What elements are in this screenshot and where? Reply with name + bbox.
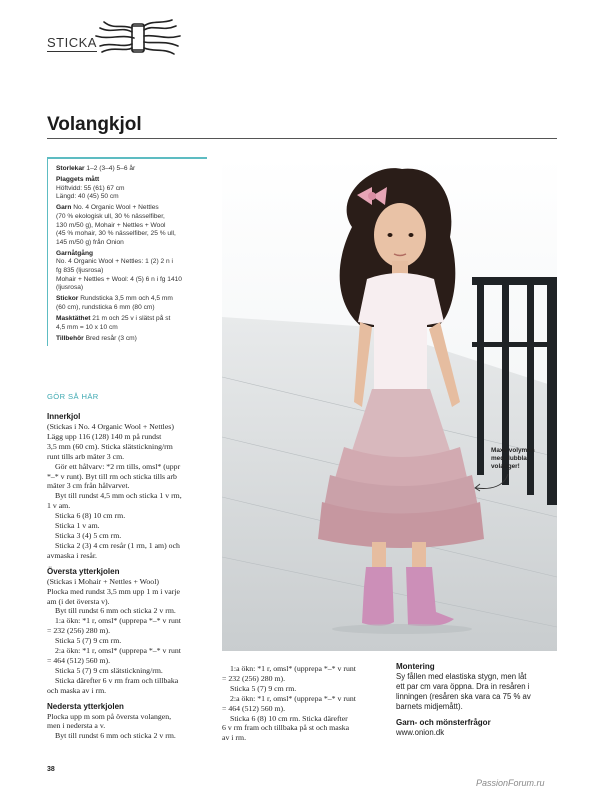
instruction-line: Sticka 3 (4) 5 cm rm. (55, 530, 122, 540)
page-title: Volangkjol (47, 114, 142, 135)
spec-value: Rundsticka 3,5 mm och 4,5 mm (78, 295, 173, 303)
instruction-line: Sticka 2 (3) 4 cm resår (1 rm, 1 am) och (55, 540, 180, 550)
instruction-line: Plocka upp m som på översta volangen, (47, 711, 172, 721)
spec-value: 130 m/50 g), Mohair + Nettles + Wool (56, 221, 166, 229)
montering-section (396, 662, 560, 738)
watermark: PassionForum.ru (476, 778, 545, 788)
instruction-line: avmaska i resår. (47, 550, 98, 560)
instruction-line: men i nedersta a v. (47, 721, 106, 731)
instruction-line: 1:a ökn: *1 r, omsl* (upprepa *–* v runt (55, 616, 181, 626)
instruction-line: 1:a ökn: *1 r, omsl* (upprepa *–* v runt (230, 664, 356, 673)
spec-label: Garn (56, 204, 72, 212)
instruction-line: 6 v rm fram och tillbaka på st och maska (222, 723, 350, 733)
instruction-line: Byt till rundst 6 mm och sticka 2 v rm. (55, 606, 176, 616)
instruction-line: Plocka med rundst 3,5 mm upp 1 m i varje (47, 586, 180, 596)
spec-label: Tillbehör (56, 334, 84, 342)
spec-value: (60 cm), rundsticka 6 mm (80 cm) (56, 303, 155, 311)
spec-value: Längd: 40 (45) 50 cm (56, 193, 119, 201)
instruction-line: = 464 (512) 560 m). (222, 703, 286, 713)
spec-value: 4,5 mm = 10 x 10 cm (56, 323, 118, 331)
subsection-heading: Innerkjol (47, 412, 81, 421)
source-url: www.onion.dk (396, 727, 445, 737)
subsection-heading: Översta ytterkjolen (47, 566, 120, 576)
spec-entry (56, 176, 207, 202)
instruction-line: (Stickas i Mohair + Nettles + Wool) (47, 576, 159, 586)
spec-value: No. 4 Organic Wool + Nettles: 1 (2) 2 n i (56, 258, 173, 266)
instruction-line: Sticka 5 (7) 9 cm rm. (230, 683, 297, 693)
instruction-line: Sticka 1 v am. (55, 521, 100, 531)
instruction-line: runt tills arb mäter 3 cm. (47, 451, 125, 461)
instruction-line: mäter 3 cm från hålvarvet. (47, 481, 130, 491)
page-number: 38 (47, 766, 55, 773)
spec-value: (45 % mohair, 30 % nässelfiber, 25 % ull, (56, 230, 176, 238)
instruction-line: Sticka 6 (8) 10 cm rm. Sticka därefter (230, 713, 348, 723)
instruction-line: Byt till rundst 4,5 mm och sticka 1 v rm, (55, 491, 182, 501)
source-heading: Garn- och mönsterfrågor (396, 717, 491, 727)
spec-box (47, 157, 207, 346)
spec-label: Storlekar (56, 165, 85, 172)
spec-value: fg 835 (ljusrosa) (56, 267, 104, 275)
spec-value: 1–2 (3–4) 5–6 år (84, 165, 136, 172)
instruction-line: am (i det översta v). (47, 596, 110, 606)
spec-value: Höftvidd: 55 (61) 67 cm (56, 184, 125, 192)
montering-line: barnets midjemått). (396, 701, 463, 711)
spec-entry (56, 295, 207, 312)
instruction-line: = 232 (256) 280 m). (47, 626, 111, 636)
instruction-line: 3,5 mm (60 cm). Sticka slätstickning/rm (47, 441, 173, 451)
instruction-line: Byt till rundst 6 mm och sticka 2 v rm. (55, 731, 176, 741)
photo-girl-in-ruffle-skirt (222, 157, 557, 651)
spec-value: (70 % ekologisk ull, 30 % nässelfiber, (56, 212, 165, 220)
instructions-column-1 (47, 412, 217, 741)
instruction-line: Sticka 5 (7) 9 cm slätstickning/rm. (55, 665, 163, 675)
spec-value: No. 4 Organic Wool + Nettles (71, 204, 159, 212)
section-label: STICKA (47, 35, 97, 50)
callout-arrow-icon (470, 470, 510, 494)
spec-entry (56, 335, 207, 344)
instruction-line: och maska av i rm. (47, 685, 107, 695)
spec-value: 21 m och 25 v i slätst på st (90, 315, 171, 322)
spec-entry (56, 204, 207, 247)
yarn-skein-icon (92, 16, 184, 58)
spec-entry (56, 315, 207, 332)
instruction-line: = 464 (512) 560 m). (47, 655, 111, 665)
instruction-line: Sticka därefter 6 v rm fram och tillbaka (55, 675, 179, 685)
instructions-heading: GÖR SÅ HÄR (47, 392, 99, 401)
instruction-line: Gör ett hålvarv: *2 rm tills, omsl* (uppr (55, 461, 181, 471)
instruction-line: av i rm. (222, 733, 247, 743)
instruction-line: = 232 (256) 280 m). (222, 673, 286, 683)
spec-label: Garnåtgång (56, 249, 94, 257)
spec-label: Masktäthet (56, 315, 91, 322)
instruction-line: 2:a ökn: *1 r, omsl* (upprepa *–* v runt (230, 693, 356, 703)
instruction-line: Sticka 6 (8) 10 cm rm. (55, 511, 126, 521)
montering-line: Sy fållen med elastiska stygn, men låt (396, 672, 527, 681)
callout-line: Maxa volymen (491, 447, 535, 454)
instruction-line: Lägg upp 116 (128) 140 m på rundst (47, 431, 162, 441)
instruction-line: *–* v runt). Byt till rm och sticka tills arb (47, 471, 177, 481)
header-rule (47, 51, 97, 52)
spec-entry (56, 250, 207, 293)
spec-value: (ljusrosa) (56, 284, 84, 292)
spec-value: Mohair + Nettles + Wool: 4 (5) 6 n i fg 1410 (56, 275, 182, 283)
spec-value: Bred resår (3 cm) (83, 334, 137, 342)
spec-value: 145 m/50 g) från Onion (56, 238, 124, 246)
spec-label: Stickor (56, 295, 79, 303)
montering-heading: Montering (396, 662, 435, 671)
montering-line: ett par cm vara öppna. Dra in resåren i (396, 681, 530, 691)
photo-callout (491, 447, 535, 471)
montering-line: linningen (resåren ska vara ca 75 % av (396, 691, 531, 701)
callout-line: med dubbla (491, 455, 527, 462)
callout-line: volanger! (491, 463, 520, 470)
instructions-column-2 (222, 664, 392, 743)
spec-label: Plaggets mått (56, 176, 100, 184)
title-rule (47, 138, 557, 139)
instruction-line: 1 v am. (47, 501, 71, 511)
subsection-heading: Nedersta ytterkjolen (47, 701, 124, 711)
instruction-line: 2:a ökn: *1 r, omsl* (upprepa *–* v runt (55, 646, 181, 656)
instruction-line: (Stickas i No. 4 Organic Wool + Nettles) (47, 422, 174, 431)
instruction-line: Sticka 5 (7) 9 cm rm. (55, 636, 122, 646)
spec-entry (56, 165, 207, 174)
